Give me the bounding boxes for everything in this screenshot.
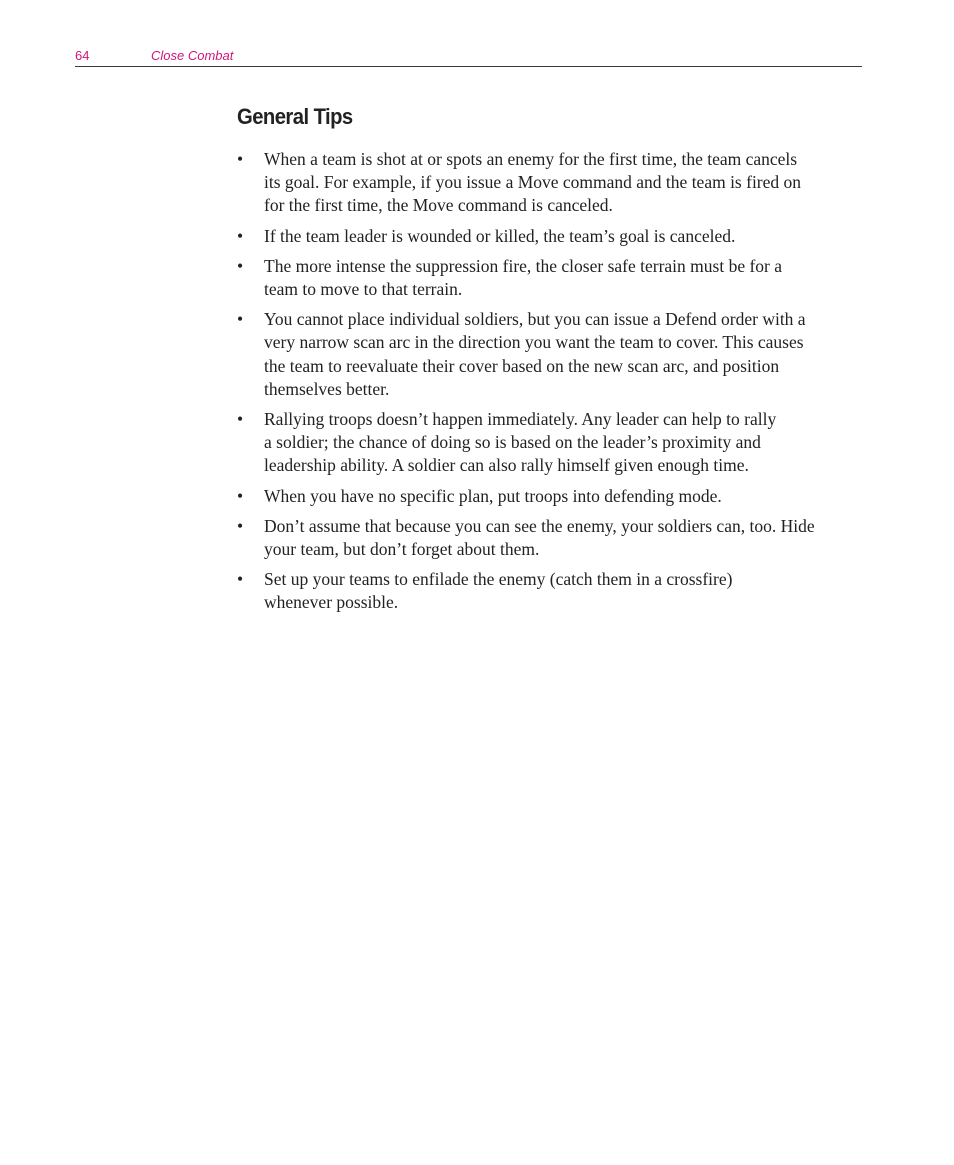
tip-text-line: The more intense the suppression fire, the closer safe terrain must be for a [264,255,783,276]
tip-text-line: Set up your teams to enfilade the enemy (catch them in a crossfire) [264,569,733,590]
tip-text-line: the team to reevaluate their cover based on the new scan arc, and position [264,355,780,376]
running-title: Close Combat [151,48,234,63]
tip-text-line: leadership ability. A soldier can also rally himself given enough time. [264,455,749,476]
page-number: 64 [75,48,90,63]
tip-item [237,255,877,301]
tip-text-line: If the team leader is wounded or killed, the team’s goal is canceled. [264,225,736,246]
bullet-icon: • [237,225,244,246]
tip-item [237,515,877,561]
bullet-icon: • [237,515,244,536]
tip-text-line: You cannot place individual soldiers, but you can issue a Defend order with a [264,309,806,330]
tip-item [237,148,877,218]
tip-text-line: team to move to that terrain. [264,279,463,300]
tip-text-line: very narrow scan arc in the direction you want the team to cover. This causes [264,332,804,353]
section-title: General Tips [237,104,353,129]
running-header [75,46,862,67]
tip-text-line: When you have no specific plan, put troops into defending mode. [264,485,722,506]
bullet-icon: • [237,485,244,506]
bullet-icon: • [237,309,244,330]
tip-text-line: Rallying troops doesn’t happen immediately. Any leader can help to rally [264,409,777,430]
tip-item [237,568,877,614]
tip-text-line: for the first time, the Move command is canceled. [264,195,613,216]
tips-list [237,148,877,622]
tip-text-line: its goal. For example, if you issue a Move command and the team is fired on [264,172,802,193]
tip-text-line: Don’t assume that because you can see the enemy, your soldiers can, too. Hide [264,515,815,536]
tip-item [237,408,877,478]
tip-text-line: a soldier; the chance of doing so is based on the leader’s proximity and [264,432,761,453]
tip-text-line: your team, but don’t forget about them. [264,539,540,560]
bullet-icon: • [237,569,244,590]
tip-text-line: whenever possible. [264,592,399,613]
bullet-icon: • [237,255,244,276]
tip-item [237,308,877,401]
tip-text-line: themselves better. [264,378,390,399]
tip-item [237,225,877,248]
tip-text-line: When a team is shot at or spots an enemy for the first time, the team cancels [264,149,798,169]
bullet-icon: • [237,409,244,430]
bullet-icon: • [237,149,244,169]
tip-item [237,485,877,508]
